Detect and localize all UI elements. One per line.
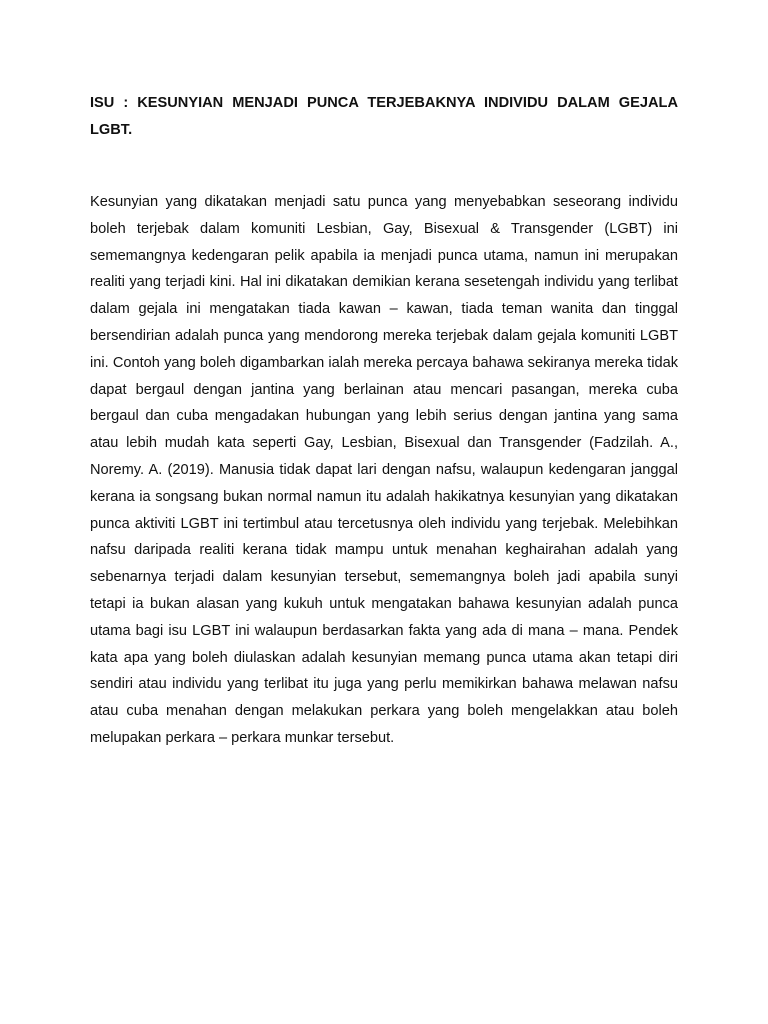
body-paragraph: Kesunyian yang dikatakan menjadi satu punca yang menyebabkan seseorang individu boleh terjebak dalam komuniti Lesbian, Gay, Bisexual & Transgender (LGBT) ini sememangnya kedengaran pelik apabila ia menjadi punca utama, namun ini merupakan realiti yang terjadi kini. Hal ini dikatakan demikian kerana sesetengah individu yang terlibat dalam gejala ini mengatakan tiada kawan – kawan, tiada teman wanita dan tinggal bersendirian adalah punca yang mendorong mereka terjebak dalam gejala komuniti LGBT ini. Contoh yang boleh digambarkan ialah mereka percaya bahawa sekiranya mereka tidak dapat bergaul dengan jantina yang berlainan atau mencari pasangan, mereka cuba bergaul dan cuba mengadakan hubungan yang lebih serius dengan jantina yang sama atau lebih mudah kata seperti Gay, Lesbian, Bisexual dan Transgender (Fadzilah. A., Noremy. A. (2019). Manusia tidak dapat lari dengan nafsu, walaupun kedengaran janggal kerana ia songsang bukan normal namun itu adalah hakikatnya kesunyian yang dikatakan punca aktiviti LGBT ini tertimbul atau tercetusnya oleh individu yang terjebak. Melebihkan nafsu daripada realiti kerana tidak mampu untuk menahan keghairahan adalah yang sebenarnya terjadi dalam kesunyian tersebut, sememangnya boleh jadi apabila sunyi tetapi ia bukan alasan yang kukuh untuk mengatakan bahawa kesunyian adalah punca utama bagi isu LGBT ini walaupun berdasarkan fakta yang ada di mana – mana. Pendek kata apa yang boleh diulaskan adalah kesunyian memang punca utama akan tetapi diri sendiri atau individu yang terlibat itu juga yang perlu memikirkan bahawa melawan nafsu atau cuba menahan dengan melakukan perkara yang boleh mengelakkan atau boleh melupakan perkara – perkara munkar tersebut. [90,194,678,746]
document-title: ISU : KESUNYIAN MENJADI PUNCA TERJEBAKNYA INDIVIDU DALAM GEJALA LGBT. [90,95,678,138]
